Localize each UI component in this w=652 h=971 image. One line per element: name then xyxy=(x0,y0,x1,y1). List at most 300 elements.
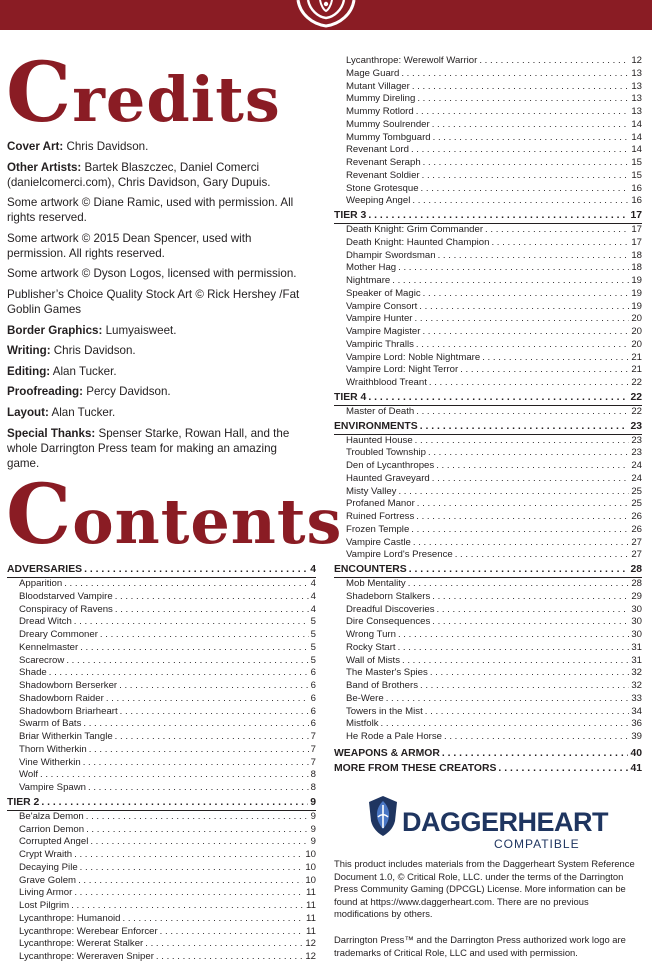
toc-title: Mother Hag xyxy=(346,262,397,274)
toc-title: Speaker of Magic xyxy=(346,287,421,299)
toc-entry[interactable] xyxy=(334,578,642,591)
toc-page-number: 17 xyxy=(631,236,642,248)
toc-title: Rocky Start xyxy=(346,641,396,653)
credit-text: Percy Davidson. xyxy=(83,385,171,399)
toc-entry[interactable] xyxy=(7,782,316,795)
credit-text: Some artwork © Diane Ramic, used with permission. All rights reserved. xyxy=(7,196,294,225)
dot-leader xyxy=(88,782,309,795)
toc-entry[interactable] xyxy=(7,693,316,706)
toc-page-number: 13 xyxy=(631,93,642,105)
toc-entry[interactable] xyxy=(334,377,642,390)
crest-ornament-icon xyxy=(276,0,376,32)
toc-entry[interactable] xyxy=(334,655,642,668)
toc-page-number: 36 xyxy=(631,718,642,730)
toc-entry[interactable] xyxy=(7,604,316,617)
toc-entry[interactable] xyxy=(334,667,642,680)
dot-leader xyxy=(74,887,304,900)
toc-title: Dhampir Swordsman xyxy=(346,249,436,261)
toc-page-number: 20 xyxy=(631,326,642,337)
toc-title: Bloodstarved Vampire xyxy=(19,590,113,602)
toc-title: Scarecrow xyxy=(19,654,65,666)
credit-text: Publisher’s Choice Quality Stock Art © Rick Hershey /Fat Goblin Games xyxy=(7,287,300,316)
toc-entry[interactable] xyxy=(7,913,316,926)
dot-leader xyxy=(416,339,629,352)
toc-title: Profaned Manor xyxy=(346,498,415,510)
credit-text: Some artwork © Dyson Logos, licensed with permission. xyxy=(7,267,297,281)
dot-leader xyxy=(412,81,630,94)
toc-title: Ruined Fortress xyxy=(346,511,415,522)
toc-entry[interactable] xyxy=(7,578,316,591)
toc-page-number: 27 xyxy=(631,536,642,548)
dot-leader xyxy=(437,604,630,617)
dot-leader xyxy=(436,460,629,473)
toc-title: Shadeborn Stalkers xyxy=(346,590,431,602)
dot-leader xyxy=(498,761,628,776)
toc-title: Swarm of Bats xyxy=(19,718,82,730)
toc-title: Band of Brothers xyxy=(346,680,418,691)
toc-entry[interactable] xyxy=(7,629,316,642)
dot-leader xyxy=(71,900,304,913)
toc-entry[interactable] xyxy=(334,435,642,448)
toc-page-number: 8 xyxy=(310,769,316,781)
credit-text: Lumyaisweet. xyxy=(102,323,177,337)
dot-leader xyxy=(41,795,308,810)
toc-title: Lycanthrope: Humanoid xyxy=(19,912,121,924)
dot-leader xyxy=(432,616,629,629)
dot-leader xyxy=(86,811,309,824)
toc-page-number: 31 xyxy=(631,654,642,666)
toc-entry[interactable] xyxy=(334,119,642,132)
toc-page-number: 12 xyxy=(305,951,316,962)
toc-column-right xyxy=(334,55,642,776)
toc-title: Thorn Witherkin xyxy=(19,743,87,755)
dot-leader xyxy=(417,93,629,106)
toc-page-number: 30 xyxy=(631,603,642,615)
dot-leader xyxy=(414,313,629,326)
toc-title: Vampire Lord: Noble Nightmare xyxy=(346,351,481,363)
toc-page-number: 7 xyxy=(310,731,316,742)
dot-leader xyxy=(100,629,309,642)
toc-page-number: 23 xyxy=(630,420,642,432)
toc-entry[interactable] xyxy=(334,224,642,237)
credit-line xyxy=(7,287,307,317)
toc-page-number: 12 xyxy=(631,55,642,66)
toc-entry[interactable] xyxy=(334,55,642,68)
toc-entry[interactable] xyxy=(334,447,642,460)
toc-entry[interactable] xyxy=(334,195,642,208)
toc-page-number: 34 xyxy=(631,705,642,717)
toc-title: Wrong Turn xyxy=(346,629,396,640)
toc-title: Mistfolk xyxy=(346,718,379,730)
toc-entry[interactable] xyxy=(334,183,642,196)
toc-entry[interactable] xyxy=(334,731,642,744)
toc-entry[interactable] xyxy=(334,144,642,157)
toc-title: Vampire Lord: Night Terror xyxy=(346,364,459,376)
dot-leader xyxy=(444,731,629,744)
credit-text: Alan Tucker. xyxy=(48,405,116,419)
credit-line xyxy=(7,160,307,190)
toc-entry[interactable] xyxy=(7,926,316,939)
dot-leader xyxy=(83,757,309,770)
toc-page-number: 5 xyxy=(310,629,316,640)
toc-title: TIER 4 xyxy=(334,391,367,403)
toc-entry[interactable] xyxy=(334,473,642,486)
toc-title: Mummy Direling xyxy=(346,93,416,105)
toc-title: TIER 2 xyxy=(7,796,40,808)
toc-page-number: 13 xyxy=(631,106,642,117)
dot-leader xyxy=(49,667,309,680)
toc-entry[interactable] xyxy=(334,250,642,263)
toc-section-heading[interactable] xyxy=(334,390,642,406)
dot-leader xyxy=(455,549,630,562)
daggerheart-compatible-logo xyxy=(366,795,616,855)
toc-entry[interactable] xyxy=(334,616,642,629)
toc-title: The Master's Spies xyxy=(346,667,428,679)
credits-list xyxy=(7,139,307,476)
toc-entry[interactable] xyxy=(7,887,316,900)
toc-entry[interactable] xyxy=(7,811,316,824)
toc-section-heading[interactable] xyxy=(334,562,642,578)
credit-text: Some artwork © 2015 Dean Spencer, used with permission. All rights reserved. xyxy=(7,231,252,260)
toc-entry[interactable] xyxy=(334,157,642,170)
toc-page-number: 40 xyxy=(630,747,642,759)
toc-entry[interactable] xyxy=(334,591,642,604)
toc-entry[interactable] xyxy=(334,301,642,314)
dot-leader xyxy=(417,498,630,511)
toc-title: Lycanthrope: Werebear Enforcer xyxy=(19,925,158,937)
dot-leader xyxy=(421,183,630,196)
dot-leader xyxy=(485,224,629,237)
credit-label: Editing: xyxy=(7,364,51,378)
dot-leader xyxy=(433,132,630,145)
dot-leader xyxy=(115,591,309,604)
toc-entry[interactable] xyxy=(7,900,316,913)
toc-page-number: 14 xyxy=(631,144,642,156)
toc-entry[interactable] xyxy=(334,718,642,731)
dot-leader xyxy=(74,849,303,862)
toc-title: Death Knight: Grim Commander xyxy=(346,224,484,235)
toc-entry[interactable] xyxy=(334,642,642,655)
toc-title: Revenant Soldier xyxy=(346,169,420,181)
toc-title: WEAPONS & ARMOR xyxy=(334,747,440,759)
credit-line xyxy=(7,323,307,338)
toc-title: Mummy Rotlord xyxy=(346,106,414,117)
dot-leader xyxy=(416,106,630,119)
dot-leader xyxy=(120,706,309,719)
toc-title: Weeping Angel xyxy=(346,195,411,207)
toc-title: Haunted Graveyard xyxy=(346,472,430,484)
trademark-notice: Darrington Press™ and the Darrington Press authorized work logo are trademarks of Critical Role, LLC and used with permission. xyxy=(334,934,626,958)
toc-title: Briar Witherkin Tangle xyxy=(19,731,113,742)
toc-entry[interactable] xyxy=(334,524,642,537)
toc-entry[interactable] xyxy=(334,364,642,377)
toc-page-number: 30 xyxy=(631,616,642,628)
toc-title: Wraithblood Treant xyxy=(346,377,427,388)
dot-leader xyxy=(419,301,629,314)
toc-entry[interactable] xyxy=(7,875,316,888)
toc-title: Mummy Soulrender xyxy=(346,118,430,130)
credit-text: Bartek Blaszczec, Daniel Comerci (danielcomerci.com), Chris Davidson, Gary Dupuis. xyxy=(7,160,271,189)
dot-leader xyxy=(66,655,308,668)
toc-page-number: 28 xyxy=(631,578,642,589)
dot-leader xyxy=(429,377,629,390)
dot-leader xyxy=(423,288,630,301)
toc-entry[interactable] xyxy=(334,511,642,524)
toc-page-number: 14 xyxy=(631,131,642,143)
dot-leader xyxy=(160,926,304,939)
toc-entry[interactable] xyxy=(7,706,316,719)
credit-line xyxy=(7,139,307,154)
logo-subtitle: COMPATIBLE xyxy=(494,837,580,851)
toc-entry[interactable] xyxy=(334,549,642,562)
toc-page-number: 17 xyxy=(631,224,642,235)
toc-page-number: 15 xyxy=(631,157,642,168)
toc-entry[interactable] xyxy=(7,824,316,837)
toc-entry[interactable] xyxy=(334,537,642,550)
dot-leader xyxy=(83,718,308,731)
dot-leader xyxy=(398,629,629,642)
dot-leader xyxy=(115,731,309,744)
toc-title: Den of Lycanthropes xyxy=(346,460,435,471)
dot-leader xyxy=(123,913,305,926)
toc-section-heading[interactable] xyxy=(334,419,642,435)
toc-title: Dread Witch xyxy=(19,616,72,628)
dot-leader xyxy=(106,693,309,706)
dot-leader xyxy=(482,352,629,365)
toc-title: Master of Death xyxy=(346,405,415,417)
toc-page-number: 28 xyxy=(630,564,642,575)
toc-page-number: 31 xyxy=(631,641,642,653)
toc-entry[interactable] xyxy=(334,288,642,301)
toc-entry[interactable] xyxy=(7,718,316,731)
toc-page-number: 26 xyxy=(631,511,642,522)
dot-leader xyxy=(84,562,308,577)
toc-title: Dreary Commoner xyxy=(19,629,98,640)
toc-entry[interactable] xyxy=(7,655,316,668)
toc-page-number: 39 xyxy=(631,731,642,742)
toc-entry[interactable] xyxy=(334,339,642,352)
toc-page-number: 7 xyxy=(310,743,316,755)
contents-heading: Contents xyxy=(6,467,343,563)
dot-leader xyxy=(420,680,629,693)
dot-leader xyxy=(381,718,630,731)
toc-entry[interactable] xyxy=(334,629,642,642)
toc-page-number: 24 xyxy=(631,472,642,484)
toc-entry[interactable] xyxy=(334,275,642,288)
toc-page-number: 14 xyxy=(631,118,642,130)
toc-title: Vampire Castle xyxy=(346,536,411,548)
dot-leader xyxy=(398,262,629,275)
credit-line xyxy=(7,266,307,281)
toc-entry[interactable] xyxy=(7,744,316,757)
dot-leader xyxy=(423,157,630,170)
toc-title: Vampire Lord's Presence xyxy=(346,549,453,561)
toc-entry[interactable] xyxy=(334,406,642,419)
toc-entry[interactable] xyxy=(334,326,642,339)
toc-entry[interactable] xyxy=(7,769,316,782)
toc-entry[interactable] xyxy=(334,170,642,183)
credit-label: Special Thanks: xyxy=(7,426,96,440)
toc-entry[interactable] xyxy=(334,313,642,326)
dot-leader xyxy=(409,562,629,577)
toc-entry[interactable] xyxy=(334,604,642,617)
credit-line xyxy=(7,384,307,399)
credit-line xyxy=(7,405,307,420)
toc-page-number: 23 xyxy=(631,447,642,459)
toc-entry[interactable] xyxy=(334,262,642,275)
toc-title: Revenant Seraph xyxy=(346,157,421,168)
dot-leader xyxy=(413,537,629,550)
toc-entry[interactable] xyxy=(334,693,642,706)
toc-entry[interactable] xyxy=(334,460,642,473)
dot-leader xyxy=(145,938,303,951)
toc-page-number: 16 xyxy=(631,195,642,207)
toc-title: Wall of Mists xyxy=(346,654,401,666)
toc-entry[interactable] xyxy=(7,757,316,770)
toc-title: Vampire Hunter xyxy=(346,313,413,325)
toc-entry[interactable] xyxy=(334,106,642,119)
toc-entry[interactable] xyxy=(7,862,316,875)
dot-leader xyxy=(442,746,629,761)
dot-leader xyxy=(415,435,630,448)
dot-leader xyxy=(425,706,630,719)
toc-entry[interactable] xyxy=(334,132,642,145)
toc-page-number: 19 xyxy=(631,287,642,299)
toc-entry[interactable] xyxy=(334,486,642,499)
toc-entry[interactable] xyxy=(7,731,316,744)
toc-entry[interactable] xyxy=(7,836,316,849)
toc-page-number: 9 xyxy=(310,796,316,808)
dot-leader xyxy=(412,195,629,208)
credit-text: Chris Davidson. xyxy=(63,140,149,153)
toc-entry[interactable] xyxy=(7,616,316,629)
dot-leader xyxy=(491,237,629,250)
toc-title: Shade xyxy=(19,667,47,679)
toc-page-number: 41 xyxy=(630,762,642,774)
toc-title: Carrion Demon xyxy=(19,823,85,835)
dot-leader xyxy=(80,642,308,655)
dot-leader xyxy=(432,119,630,132)
toc-title: Vine Witherkin xyxy=(19,756,81,768)
toc-title: Mob Mentality xyxy=(346,578,406,589)
toc-page-number: 6 xyxy=(310,718,316,730)
toc-page-number: 25 xyxy=(631,485,642,497)
toc-title: Shadowborn Raider xyxy=(19,692,104,704)
toc-page-number: 11 xyxy=(306,925,316,937)
toc-entry[interactable] xyxy=(334,81,642,94)
toc-section-heading[interactable] xyxy=(334,746,642,761)
credit-label: Other Artists: xyxy=(7,160,82,174)
toc-page-number: 11 xyxy=(306,900,316,911)
toc-entry[interactable] xyxy=(7,938,316,951)
dot-leader xyxy=(86,824,309,837)
dot-leader xyxy=(156,951,303,964)
dot-leader xyxy=(408,578,630,591)
toc-title: Decaying Pile xyxy=(19,861,78,873)
dot-leader xyxy=(368,208,628,223)
toc-page-number: 6 xyxy=(310,705,316,717)
dot-leader xyxy=(64,578,308,591)
toc-entry[interactable] xyxy=(7,849,316,862)
toc-entry[interactable] xyxy=(334,237,642,250)
toc-title: Towers in the Mist xyxy=(346,705,423,717)
toc-entry[interactable] xyxy=(7,591,316,604)
toc-page-number: 32 xyxy=(631,667,642,679)
toc-page-number: 15 xyxy=(631,169,642,181)
toc-page-number: 18 xyxy=(631,249,642,261)
toc-title: Dire Consequences xyxy=(346,616,431,628)
dot-leader xyxy=(416,406,629,419)
toc-title: TIER 3 xyxy=(334,210,367,221)
toc-title: Be'alza Demon xyxy=(19,810,84,822)
toc-title: Vampire Spawn xyxy=(19,782,87,793)
toc-entry[interactable] xyxy=(334,498,642,511)
toc-page-number: 19 xyxy=(631,300,642,312)
toc-title: Mummy Tombguard xyxy=(346,131,431,143)
license-notice: This product includes materials from the Daggerheart System Reference Document 1.0, © Critical Role, LLC. under the terms of the Darrington Press Community Gaming (DPCGL) License. More information can be found at https://www.daggerheart.com. There are no previous modifications by others. xyxy=(334,858,635,920)
toc-entry[interactable] xyxy=(334,706,642,719)
toc-entry[interactable] xyxy=(334,680,642,693)
toc-page-number: 10 xyxy=(305,874,316,886)
toc-page-number: 12 xyxy=(305,938,316,950)
toc-title: Corrupted Angel xyxy=(19,836,89,848)
toc-page-number: 25 xyxy=(631,498,642,510)
dot-leader xyxy=(422,170,630,183)
toc-title: Lycanthrope: Werewolf Warrior xyxy=(346,55,478,66)
dot-leader xyxy=(460,364,629,377)
toc-title: Haunted House xyxy=(346,434,413,446)
toc-entry[interactable] xyxy=(7,680,316,693)
credits-heading: Credits xyxy=(6,45,281,141)
dot-leader xyxy=(401,68,629,81)
dot-leader xyxy=(89,744,309,757)
dot-leader xyxy=(428,447,629,460)
dot-leader xyxy=(115,604,309,617)
toc-page-number: 11 xyxy=(306,887,316,899)
toc-entry[interactable] xyxy=(334,93,642,106)
credit-line xyxy=(7,343,307,358)
toc-page-number: 7 xyxy=(310,756,316,768)
dot-leader xyxy=(80,862,304,875)
toc-title: Troubled Township xyxy=(346,447,426,459)
toc-entry[interactable] xyxy=(7,667,316,680)
dot-leader xyxy=(411,524,629,537)
toc-section-heading[interactable] xyxy=(7,795,316,811)
toc-page-number: 6 xyxy=(310,692,316,704)
toc-section-heading[interactable] xyxy=(334,761,642,776)
dot-leader xyxy=(119,680,309,693)
toc-entry[interactable] xyxy=(334,68,642,81)
credit-text: Spenser Starke, Rowan Hall, and the whole Darrington Press team for making an amazing game. xyxy=(7,426,290,470)
toc-entry[interactable] xyxy=(7,642,316,655)
toc-page-number: 9 xyxy=(310,823,316,835)
credit-text: Alan Tucker. xyxy=(50,364,117,378)
toc-page-number: 20 xyxy=(631,338,642,350)
toc-title: ENVIRONMENTS xyxy=(334,420,418,432)
toc-page-number: 11 xyxy=(306,912,316,924)
toc-entry[interactable] xyxy=(7,951,316,964)
credit-line xyxy=(7,364,307,379)
toc-title: Mage Guard xyxy=(346,67,400,79)
toc-entry[interactable] xyxy=(334,352,642,365)
toc-section-heading[interactable] xyxy=(334,208,642,224)
dot-leader xyxy=(40,769,309,782)
toc-title: Wolf xyxy=(19,769,39,781)
toc-title: Vampire Magister xyxy=(346,326,421,337)
toc-page-number: 13 xyxy=(631,80,642,92)
toc-section-heading[interactable] xyxy=(7,562,316,578)
toc-page-number: 22 xyxy=(630,391,642,403)
